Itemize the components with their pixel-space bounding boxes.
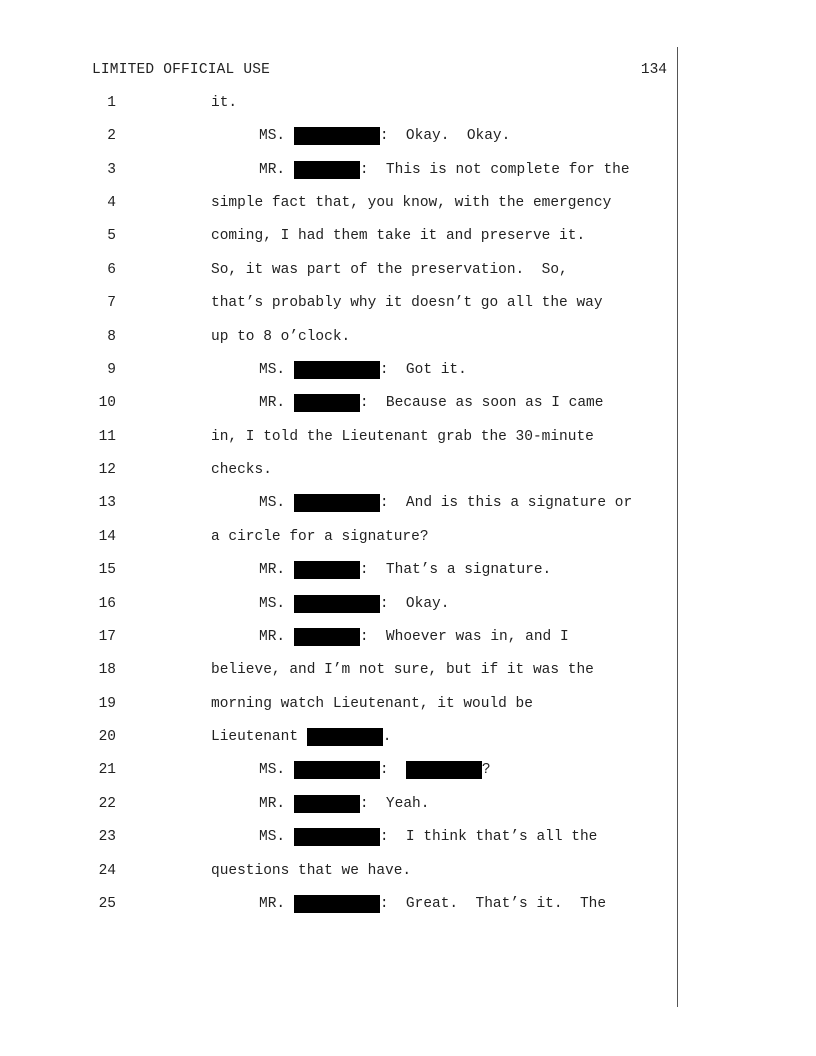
line-number: 14 bbox=[98, 528, 116, 545]
text-segment: it. bbox=[211, 95, 238, 111]
line-number: 11 bbox=[98, 428, 116, 445]
transcript-line bbox=[0, 393, 676, 413]
text-segment: ? bbox=[481, 762, 491, 779]
redaction-block bbox=[294, 361, 380, 379]
line-number: 25 bbox=[98, 895, 116, 912]
line-text bbox=[259, 393, 603, 413]
classification-marking: LIMITED OFFICIAL USE bbox=[92, 62, 271, 78]
line-text bbox=[211, 293, 603, 313]
transcript-line bbox=[0, 527, 676, 547]
redaction-block bbox=[294, 795, 360, 813]
text-segment: MS. bbox=[259, 762, 294, 779]
line-number: 2 bbox=[107, 128, 116, 145]
text-segment: : Whoever was in, and I bbox=[359, 628, 569, 645]
transcript-line bbox=[0, 894, 676, 914]
text-segment: MR. bbox=[259, 895, 294, 912]
line-text bbox=[211, 660, 594, 680]
text-segment: MS. bbox=[259, 128, 294, 145]
transcript-line bbox=[0, 427, 676, 447]
line-number: 16 bbox=[98, 595, 116, 612]
line-number: 24 bbox=[98, 862, 116, 879]
text-segment: : Yeah. bbox=[359, 795, 430, 812]
text-segment: : I think that’s all the bbox=[379, 829, 598, 846]
line-text bbox=[259, 627, 569, 647]
text-segment: questions that we have. bbox=[211, 862, 412, 879]
transcript-line bbox=[0, 460, 676, 480]
text-segment: believe, and I’m not sure, but if it was the bbox=[211, 662, 594, 679]
redaction-block bbox=[294, 895, 380, 913]
text-segment: morning watch Lieutenant, it would be bbox=[211, 695, 533, 712]
line-text bbox=[259, 594, 449, 614]
line-text bbox=[211, 93, 237, 113]
line-number: 7 bbox=[107, 295, 116, 312]
redaction-block bbox=[294, 494, 380, 512]
line-text bbox=[211, 460, 272, 480]
text-segment: checks. bbox=[211, 462, 272, 479]
transcript-line bbox=[0, 126, 676, 146]
line-number: 4 bbox=[107, 195, 116, 212]
line-number: 3 bbox=[107, 161, 116, 178]
line-number: 18 bbox=[98, 662, 116, 679]
line-number: 8 bbox=[107, 328, 116, 345]
text-segment: : That’s a signature. bbox=[359, 562, 552, 579]
page-number: 134 bbox=[640, 62, 667, 78]
text-segment: in, I told the Lieutenant grab the 30-minute bbox=[211, 428, 594, 445]
redaction-block bbox=[406, 761, 482, 779]
line-text bbox=[211, 427, 594, 447]
line-text bbox=[211, 694, 533, 714]
text-segment: : bbox=[379, 762, 406, 779]
transcript-line bbox=[0, 827, 676, 847]
line-number: 9 bbox=[107, 361, 116, 378]
line-number: 17 bbox=[98, 628, 116, 645]
text-segment: simple fact that, you know, with the emergency bbox=[211, 195, 612, 212]
transcript-line bbox=[0, 193, 676, 213]
text-segment: : Okay. Okay. bbox=[379, 128, 511, 145]
transcript-line bbox=[0, 861, 676, 881]
line-text bbox=[259, 760, 491, 780]
transcript-line bbox=[0, 226, 676, 246]
line-text bbox=[211, 226, 585, 246]
text-segment: : And is this a signature or bbox=[379, 495, 633, 512]
transcript-line bbox=[0, 627, 676, 647]
transcript-line bbox=[0, 293, 676, 313]
text-segment: MR. bbox=[259, 628, 294, 645]
line-number: 23 bbox=[98, 829, 116, 846]
redaction-block bbox=[294, 761, 380, 779]
redaction-block bbox=[294, 828, 380, 846]
line-number: 19 bbox=[98, 695, 116, 712]
line-text bbox=[211, 527, 429, 547]
line-number: 10 bbox=[98, 395, 116, 412]
line-text bbox=[211, 193, 611, 213]
transcript-line bbox=[0, 694, 676, 714]
text-segment: MR. bbox=[259, 795, 294, 812]
text-segment: MS. bbox=[259, 495, 294, 512]
redaction-block bbox=[294, 561, 360, 579]
line-text bbox=[211, 861, 411, 881]
line-number: 22 bbox=[98, 795, 116, 812]
line-number: 20 bbox=[98, 729, 116, 746]
text-segment: that’s probably why it doesn’t go all the way bbox=[211, 295, 603, 312]
line-text bbox=[211, 327, 350, 347]
text-segment: coming, I had them take it and preserve it. bbox=[211, 228, 586, 245]
text-segment: a circle for a signature? bbox=[211, 528, 429, 545]
transcript-line bbox=[0, 727, 676, 747]
text-segment: up to 8 o’clock. bbox=[211, 328, 351, 345]
redaction-block bbox=[294, 628, 360, 646]
line-text bbox=[211, 260, 568, 280]
line-text bbox=[259, 493, 632, 513]
transcript-line bbox=[0, 660, 676, 680]
right-margin-rule bbox=[677, 47, 678, 1007]
transcript-line bbox=[0, 260, 676, 280]
line-text bbox=[259, 360, 467, 380]
line-number: 5 bbox=[107, 228, 116, 245]
redaction-block bbox=[294, 394, 360, 412]
transcript-line bbox=[0, 360, 676, 380]
redaction-block bbox=[294, 595, 380, 613]
line-number: 21 bbox=[98, 762, 116, 779]
text-segment: MR. bbox=[259, 395, 294, 412]
transcript-line bbox=[0, 493, 676, 513]
line-number: 6 bbox=[107, 261, 116, 278]
line-number: 12 bbox=[98, 462, 116, 479]
line-number: 1 bbox=[107, 95, 116, 111]
text-segment: : Got it. bbox=[379, 361, 467, 378]
line-text bbox=[259, 126, 510, 146]
transcript-line bbox=[0, 560, 676, 580]
text-segment: : Okay. bbox=[379, 595, 450, 612]
text-segment: MS. bbox=[259, 361, 294, 378]
line-number: 13 bbox=[98, 495, 116, 512]
line-text bbox=[259, 827, 597, 847]
transcript-line bbox=[0, 327, 676, 347]
line-text bbox=[259, 160, 630, 180]
redaction-block bbox=[294, 161, 360, 179]
line-text bbox=[211, 727, 391, 747]
text-segment: : This is not complete for the bbox=[359, 161, 630, 178]
text-segment: Lieutenant bbox=[211, 729, 307, 746]
transcript-line bbox=[0, 760, 676, 780]
text-segment: So, it was part of the preservation. So, bbox=[211, 261, 568, 278]
text-segment: . bbox=[382, 729, 392, 746]
line-number: 15 bbox=[98, 562, 116, 579]
transcript-line bbox=[0, 160, 676, 180]
transcript-line bbox=[0, 594, 676, 614]
transcript-line bbox=[0, 93, 676, 113]
transcript-line bbox=[0, 794, 676, 814]
text-segment: MR. bbox=[259, 161, 294, 178]
text-segment: : Because as soon as I came bbox=[359, 395, 604, 412]
line-text bbox=[259, 560, 551, 580]
text-segment: MR. bbox=[259, 562, 294, 579]
text-segment: MS. bbox=[259, 829, 294, 846]
redaction-block bbox=[307, 728, 383, 746]
redaction-block bbox=[294, 127, 380, 145]
line-text bbox=[259, 894, 606, 914]
line-text bbox=[259, 794, 429, 814]
text-segment: : Great. That’s it. The bbox=[379, 895, 607, 912]
text-segment: MS. bbox=[259, 595, 294, 612]
